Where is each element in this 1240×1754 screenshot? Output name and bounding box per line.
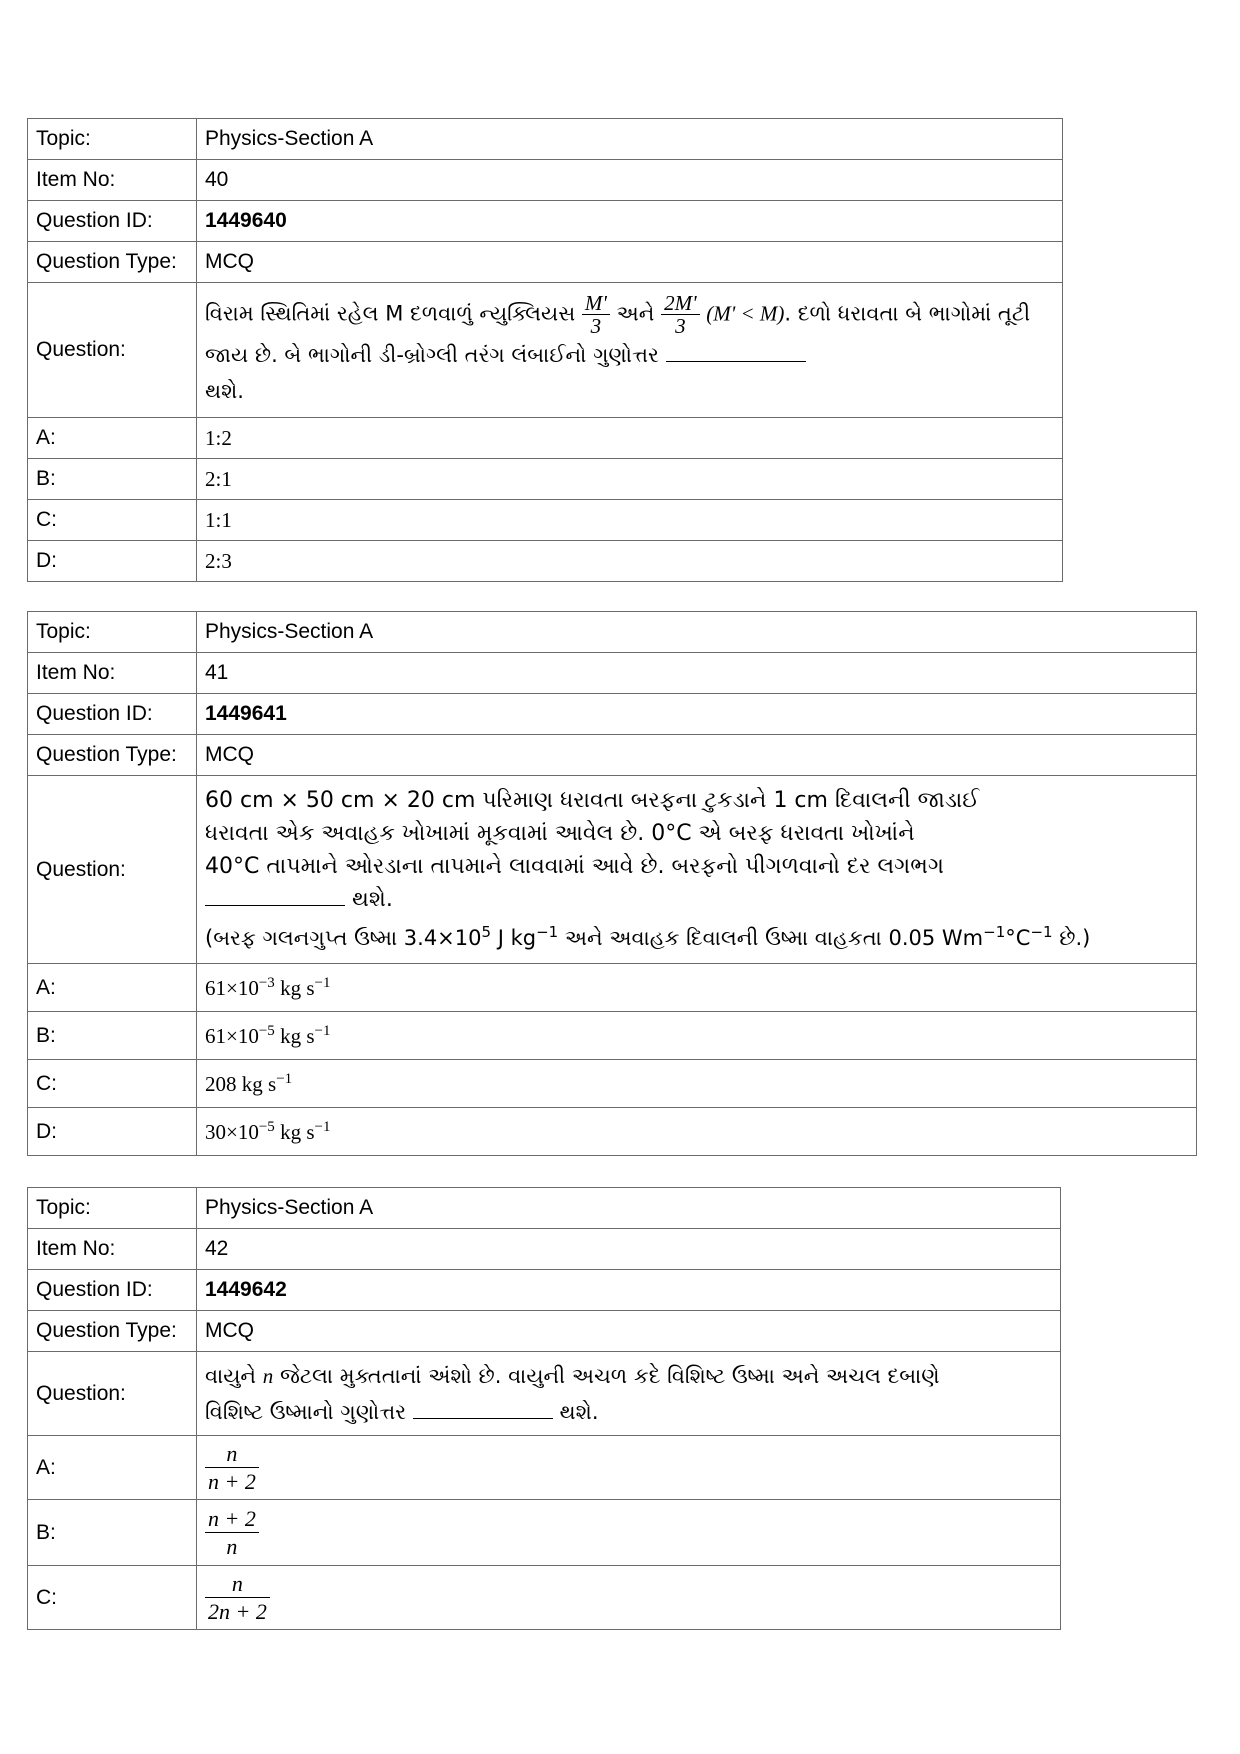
item-no-row — [28, 160, 1063, 201]
question-type-label: Question Type: — [28, 1311, 197, 1352]
question-text-part: વિશિષ્ટ ઉષ્માનો ગુણોત્તર — [205, 1399, 407, 1424]
question-type-label: Question Type: — [28, 735, 197, 776]
question-type-value: MCQ — [197, 735, 1197, 776]
topic-value: Physics-Section A — [197, 1188, 1061, 1229]
question-text — [197, 283, 1063, 418]
topic-label: Topic: — [28, 1188, 197, 1229]
option-text: 61×10 — [205, 975, 259, 1000]
option-d-label: D: — [28, 541, 197, 582]
fraction-numerator: n + 2 — [205, 1505, 259, 1533]
option-text: 208 kg s — [205, 1071, 277, 1096]
question-row — [28, 283, 1063, 418]
option-d-label: D: — [28, 1108, 197, 1156]
option-text: 30×10 — [205, 1119, 259, 1144]
fraction — [205, 1570, 270, 1625]
line5-text: (બરફ ગલનગુપ્ત ઉષ્મા 3.4×10 — [205, 926, 482, 950]
question-text-part: અને — [616, 301, 655, 325]
exponent: −1 — [276, 1070, 293, 1087]
question-text-part: . દળો ધરાવતા બે ભાગોમાં તૂટી જાય છે. બે ભાગોની ડી-બ્રોગ્લી તરંગ લંબાઈનો ગુણોત્તર — [205, 301, 1031, 367]
question-row — [28, 776, 1197, 964]
question-id-label: Question ID: — [28, 201, 197, 242]
question-text — [197, 776, 1197, 964]
item-no-value: 40 — [197, 160, 1063, 201]
question-label: Question: — [28, 1352, 197, 1436]
item-no-label: Item No: — [28, 1229, 197, 1270]
item-no-label: Item No: — [28, 160, 197, 201]
option-c-label: C: — [28, 1566, 197, 1630]
option-a-row — [28, 964, 1197, 1012]
question-type-row — [28, 735, 1197, 776]
option-d-value: 2:3 — [197, 541, 1063, 582]
exponent: −3 — [258, 974, 275, 991]
question-type-row — [28, 1311, 1061, 1352]
question-text-part: થશે. — [559, 1399, 599, 1424]
option-a-value — [197, 1436, 1061, 1500]
option-c-label: C: — [28, 500, 197, 541]
option-b-label: B: — [28, 1500, 197, 1566]
option-b-row — [28, 1012, 1197, 1060]
item-no-label: Item No: — [28, 653, 197, 694]
mass-condition: (M' < M) — [706, 301, 785, 325]
option-unit: kg s — [274, 1119, 315, 1144]
fraction-denominator: 3 — [590, 313, 602, 338]
question-line-3: 40°C તાપમાને ઓરડાના તાપમાને લાવવામાં આવે છે. બરફનો પીગળવાનો દર લગભગ — [205, 854, 944, 879]
question-id-label: Question ID: — [28, 1270, 197, 1311]
option-a-value — [197, 964, 1197, 1012]
topic-row — [28, 1188, 1061, 1229]
question-line-2: ધરાવતા એક અવાહક ખોખામાં મૂકવામાં આવેલ છે. 0°C એ બરફ ધરાવતા ખોખાંને — [205, 821, 915, 846]
question-row — [28, 1352, 1061, 1436]
exponent: −5 — [258, 1022, 275, 1039]
question-type-label: Question Type: — [28, 242, 197, 283]
option-d-row — [28, 1108, 1197, 1156]
option-b-value — [197, 1500, 1061, 1566]
fraction-denominator: n — [226, 1534, 238, 1559]
fraction-2m-prime-over-3 — [661, 292, 699, 337]
line5-text: છે.) — [1052, 926, 1091, 950]
variable-n: n — [262, 1363, 274, 1388]
fraction-numerator: M' — [582, 292, 610, 315]
question-text-part: થશે. — [205, 378, 244, 403]
item-no-row — [28, 653, 1197, 694]
option-text: 61×10 — [205, 1023, 259, 1048]
question-text — [197, 1352, 1061, 1436]
question-table-42 — [27, 1187, 1061, 1630]
question-id-row — [28, 201, 1063, 242]
topic-value: Physics-Section A — [197, 119, 1063, 160]
question-type-value: MCQ — [197, 1311, 1061, 1352]
question-id-value: 1449642 — [197, 1270, 1061, 1311]
option-b-value — [197, 1012, 1197, 1060]
topic-row — [28, 119, 1063, 160]
item-no-value: 41 — [197, 653, 1197, 694]
question-table-41 — [27, 611, 1197, 1156]
option-a-row — [28, 418, 1063, 459]
exponent: −1 — [536, 923, 559, 941]
option-b-value: 2:1 — [197, 459, 1063, 500]
exponent: −1 — [314, 974, 331, 991]
option-a-label: A: — [28, 964, 197, 1012]
question-type-value: MCQ — [197, 242, 1063, 283]
question-line-5 — [205, 923, 1091, 950]
question-text-part: જેટલા મુક્તતાનાં અંશો છે. વાયુની અચળ કદે વિશિષ્ટ ઉષ્મા અને અચલ દબાણે — [279, 1363, 940, 1388]
option-d-row — [28, 541, 1063, 582]
exponent: −1 — [314, 1022, 331, 1039]
question-line-4: થશે. — [352, 887, 393, 912]
question-text-part: વાયુને — [205, 1363, 257, 1388]
item-no-value: 42 — [197, 1229, 1061, 1270]
exponent: −1 — [1030, 923, 1053, 941]
fraction-denominator: n + 2 — [208, 1469, 256, 1494]
fraction-numerator: n — [205, 1440, 259, 1468]
option-c-value — [197, 1060, 1197, 1108]
option-c-row — [28, 500, 1063, 541]
topic-label: Topic: — [28, 119, 197, 160]
question-text-part: વિરામ સ્થિતિમાં રહેલ M દળવાળું ન્યુક્લિયસ — [205, 301, 576, 325]
question-id-value: 1449640 — [197, 201, 1063, 242]
fraction — [205, 1505, 259, 1560]
answer-blank — [413, 1398, 553, 1419]
option-d-value — [197, 1108, 1197, 1156]
question-id-row — [28, 694, 1197, 735]
exponent: 5 — [481, 923, 492, 941]
option-b-row — [28, 459, 1063, 500]
line5-text: J kg — [491, 926, 537, 950]
topic-row — [28, 612, 1197, 653]
fraction — [205, 1440, 259, 1495]
option-c-label: C: — [28, 1060, 197, 1108]
question-id-value: 1449641 — [197, 694, 1197, 735]
option-b-row — [28, 1500, 1061, 1566]
answer-blank — [666, 341, 806, 362]
fraction-denominator: 2n + 2 — [208, 1599, 267, 1624]
option-c-row — [28, 1060, 1197, 1108]
topic-label: Topic: — [28, 612, 197, 653]
option-b-label: B: — [28, 1012, 197, 1060]
option-b-label: B: — [28, 459, 197, 500]
exponent: −5 — [258, 1118, 275, 1135]
question-line-1: 60 cm × 50 cm × 20 cm પરિમાણ ધરાવતા બરફના ટુકડાને 1 cm દિવાલની જાડાઈ — [205, 788, 980, 813]
option-a-value: 1:2 — [197, 418, 1063, 459]
exponent: −1 — [314, 1118, 331, 1135]
question-table-40 — [27, 118, 1063, 582]
question-type-row — [28, 242, 1063, 283]
option-a-label: A: — [28, 1436, 197, 1500]
fraction-numerator: 2M' — [661, 292, 699, 315]
item-no-row — [28, 1229, 1061, 1270]
option-c-value: 1:1 — [197, 500, 1063, 541]
option-a-row — [28, 1436, 1061, 1500]
fraction-numerator: n — [205, 1570, 270, 1598]
answer-blank — [205, 885, 345, 906]
fraction-denominator: 3 — [675, 313, 686, 338]
option-c-value — [197, 1566, 1061, 1630]
question-id-label: Question ID: — [28, 694, 197, 735]
option-c-row — [28, 1566, 1061, 1630]
line5-text: અને અવાહક દિવાલની ઉષ્મા વાહકતા 0.05 Wm — [558, 926, 984, 950]
fraction-m-prime-over-3 — [582, 292, 610, 337]
option-a-label: A: — [28, 418, 197, 459]
question-id-row — [28, 1270, 1061, 1311]
line5-text: °C — [1005, 926, 1031, 950]
topic-value: Physics-Section A — [197, 612, 1197, 653]
question-label: Question: — [28, 283, 197, 418]
question-label: Question: — [28, 776, 197, 964]
option-unit: kg s — [274, 975, 315, 1000]
exponent: −1 — [983, 923, 1006, 941]
option-unit: kg s — [274, 1023, 315, 1048]
